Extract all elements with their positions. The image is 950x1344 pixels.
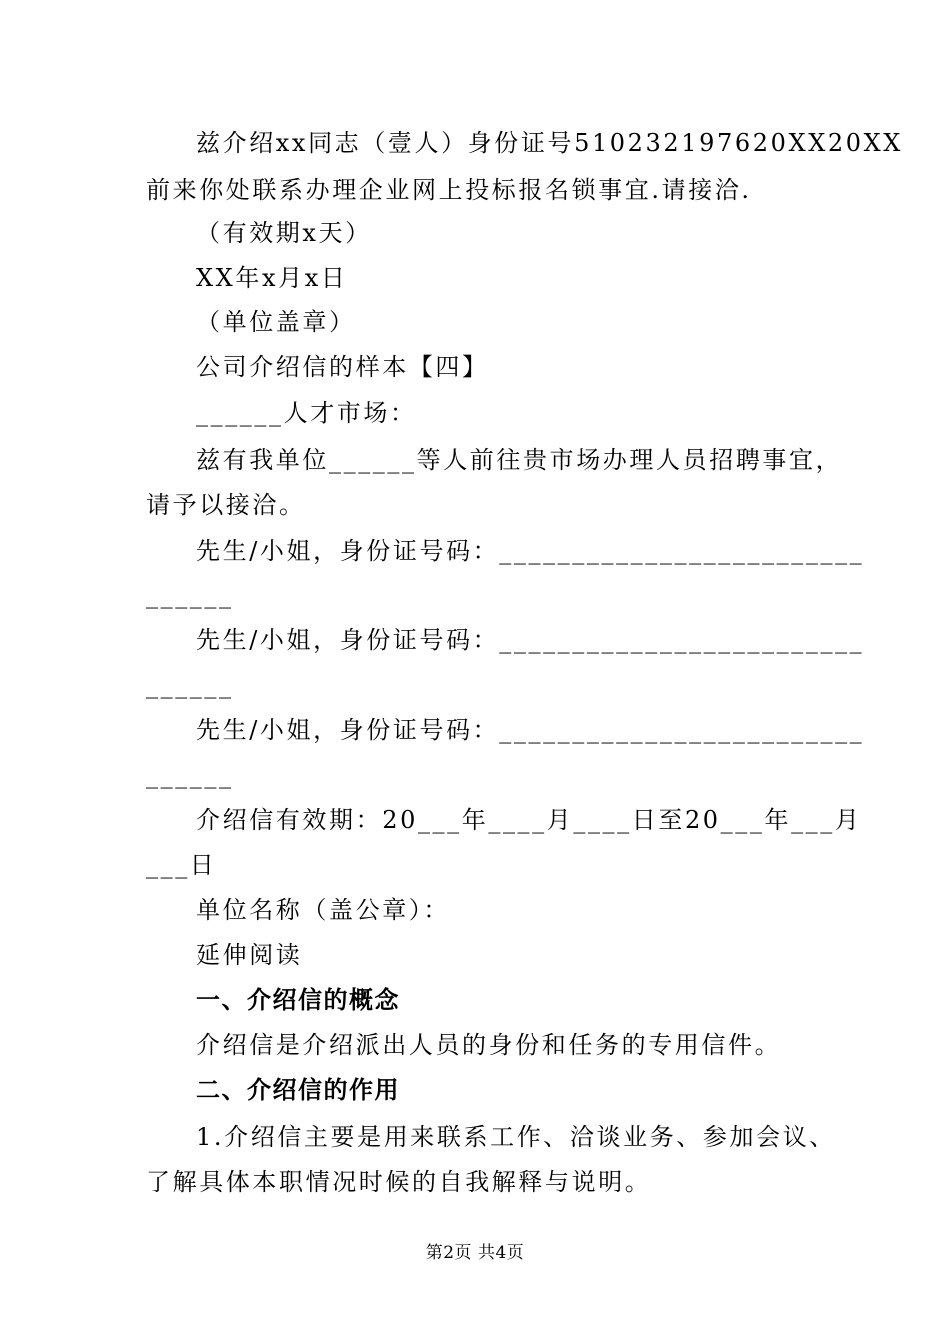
- date-line: XX年x月x日: [196, 264, 348, 292]
- text-line: 请予以接洽。: [146, 491, 306, 519]
- seal-line: （单位盖章）: [196, 308, 356, 336]
- text-line: 介绍信是介绍派出人员的身份和任务的专用信件。: [196, 1031, 782, 1059]
- text-line: 前来你处联系办理企业网上投标报名锁事宜.请接洽.: [146, 176, 752, 204]
- id-field-continuation: ______: [146, 581, 234, 609]
- validity-continuation: ___日: [146, 851, 217, 879]
- id-field-line: 先生/小姐，身份证号码：_________________________: [196, 537, 865, 565]
- text-line: （有效期x天）: [196, 219, 372, 247]
- text-line: 兹有我单位______等人前往贵市场办理人员招聘事宜，: [196, 446, 843, 474]
- heading-concept: 一、介绍信的概念: [196, 986, 400, 1014]
- page-number-footer: 第2页 共4页: [425, 1243, 525, 1263]
- text-line: 兹介绍xx同志（壹人）身份证号510232197620XX20XX: [196, 129, 903, 157]
- id-field-continuation: ______: [146, 761, 234, 789]
- text-line: 了解具体本职情况时候的自我解释与说明。: [146, 1168, 652, 1196]
- heading-function: 二、介绍信的作用: [196, 1076, 400, 1104]
- id-field-line: 先生/小姐，身份证号码：_________________________: [196, 626, 865, 654]
- id-field-line: 先生/小姐，身份证号码：_________________________: [196, 716, 865, 744]
- id-field-continuation: ______: [146, 671, 234, 699]
- salutation-line: ______人才市场：: [196, 399, 417, 427]
- validity-line: 介绍信有效期：20___年____月____日至20___年___月: [196, 806, 862, 834]
- unit-name-line: 单位名称（盖公章）：: [196, 896, 450, 924]
- section-title: 公司介绍信的样本【四】: [196, 353, 489, 381]
- text-line: 1.介绍信主要是用来联系工作、洽谈业务、参加会议、: [196, 1123, 836, 1151]
- extended-reading-title: 延伸阅读: [196, 941, 303, 969]
